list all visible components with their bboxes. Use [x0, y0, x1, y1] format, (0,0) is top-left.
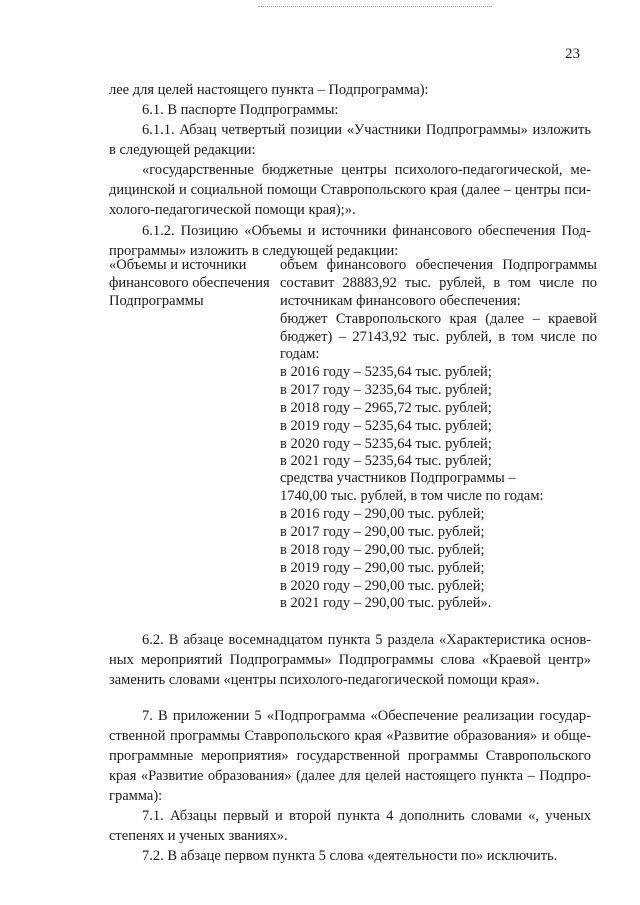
table-left-line: Подпрограммы	[109, 293, 204, 309]
text-line: 7.2. В абзаце первом пункта 5 слова «деятельности по» исключить.	[142, 848, 558, 864]
text-line: ственной программы Ставропольского края «Развитие образования» и обще-	[109, 728, 591, 744]
text-line: 6.2. В абзаце восемнадцатом пункта 5 раздела «Характеристика основ-	[142, 632, 591, 648]
text-line: в следующей редакции:	[109, 142, 256, 158]
table-right-line: в 2020 году – 5235,64 тыс. рублей;	[280, 436, 492, 452]
text-line: 6.1.1. Абзац четвертый позиции «Участники Подпрограммы» изложить	[142, 122, 591, 138]
top-rule	[258, 6, 492, 7]
table-left-line: «Объемы и источники	[109, 257, 247, 273]
text-line: 7. В приложении 5 «Подпрограмма «Обеспечение реализации государ-	[142, 708, 591, 724]
table-right-line: в 2017 году – 290,00 тыс. рублей;	[280, 524, 485, 540]
table-right-line: в 2019 году – 290,00 тыс. рублей;	[280, 560, 485, 576]
table-right-line: в 2017 году – 3235,64 тыс. рублей;	[280, 382, 492, 398]
table-right-line: источникам финансового обеспечения:	[280, 293, 521, 309]
text-line: «государственные бюджетные центры психолого-педагогической, ме-	[142, 162, 591, 178]
text-line: заменить словами «центры психолого-педагогической помощи края».	[109, 672, 540, 688]
table-right-line: в 2021 году – 5235,64 тыс. рублей;	[280, 453, 492, 469]
table-right-line: бюджет) – 27143,92 тыс. рублей, в том числе по	[280, 329, 597, 345]
text-line: лее для целей настоящего пункта – Подпрограмма):	[109, 82, 429, 98]
table-right-line: 1740,00 тыс. рублей, в том числе по годам:	[280, 488, 544, 504]
text-line: степенях и ученых званиях».	[109, 828, 288, 844]
table-right-line: годам:	[280, 346, 320, 362]
text-line: 6.1.2. Позицию «Объемы и источники финансового обеспечения Под-	[142, 223, 591, 239]
text-line: грамма):	[109, 788, 163, 804]
page-number: 23	[565, 46, 580, 62]
text-line: программы» изложить в следующей редакции:	[109, 243, 399, 259]
table-right-line: бюджет Ставропольского края (далее – краевой	[280, 311, 597, 327]
table-right-line: в 2018 году – 2965,72 тыс. рублей;	[280, 400, 492, 416]
table-right-line: в 2019 году – 5235,64 тыс. рублей;	[280, 418, 492, 434]
table-right-line: в 2021 году – 290,00 тыс. рублей».	[280, 595, 492, 611]
table-right-line: в 2020 году – 290,00 тыс. рублей;	[280, 578, 485, 594]
table-left-line: финансового обеспечения	[109, 275, 270, 291]
table-right-line: в 2018 году – 290,00 тыс. рублей;	[280, 542, 485, 558]
table-right-line: объем финансового обеспечения Подпрограммы	[280, 257, 597, 273]
text-line: 6.1. В паспорте Подпрограммы:	[142, 102, 339, 118]
text-line: края «Развитие образования» (далее для целей настоящего пункта – Подпро-	[109, 768, 591, 784]
text-line: холого-педагогической помощи края);».	[109, 202, 356, 218]
text-line: дицинской и социальной помощи Ставропольского края (далее – центры пси-	[109, 182, 591, 198]
table-right-line: в 2016 году – 5235,64 тыс. рублей;	[280, 364, 492, 380]
table-right-line: средства участников Подпрограммы –	[280, 470, 516, 486]
text-line: программные мероприятия» государственной программы Ставропольского	[109, 748, 591, 764]
table-right-line: в 2016 году – 290,00 тыс. рублей;	[280, 506, 485, 522]
text-line: ных мероприятий Подпрограммы» Подпрограммы слова «Краевой центр»	[109, 652, 591, 668]
table-right-line: составит 28883,92 тыс. рублей, в том числе по	[280, 275, 597, 291]
text-line: 7.1. Абзацы первый и второй пункта 4 дополнить словами «, ученых	[142, 808, 591, 824]
